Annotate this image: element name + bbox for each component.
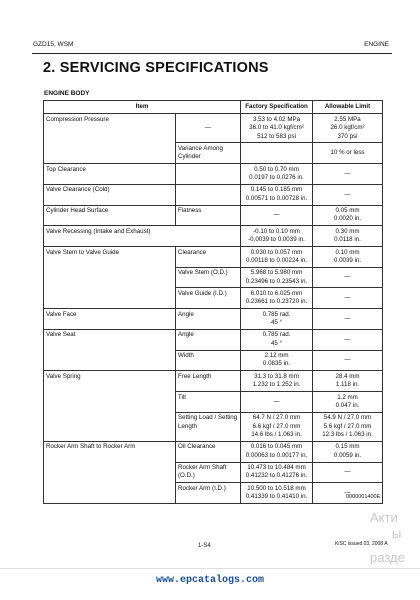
subitem-cell: Rocker Arm Shaft (O.D.)	[176, 462, 241, 483]
subitem-cell: Setting Load / Setting Length	[176, 412, 241, 441]
value-line: 12.3 lbs / 1.063 in.	[322, 431, 373, 438]
factory-cell	[241, 412, 313, 441]
limit-cell	[313, 412, 383, 441]
factory-cell	[241, 309, 313, 330]
section-heading: ENGINE BODY	[44, 90, 90, 97]
value-line: 2.55 MPa	[334, 115, 361, 123]
value-line: 0.0118 in.	[334, 236, 361, 244]
factory-cell	[241, 164, 313, 185]
factory-cell	[241, 350, 313, 371]
page-title: 2. SERVICING SPECIFICATIONS	[43, 60, 269, 76]
limit-cell: —	[313, 329, 383, 350]
table-row	[44, 309, 383, 330]
value-line: 512 to 583 psi	[257, 132, 296, 140]
subitem-cell: Variance Among Cylinder	[176, 143, 241, 164]
table-row	[44, 205, 383, 226]
factory-cell	[241, 329, 313, 350]
limit-cell: —	[313, 164, 383, 185]
value-line: 64.7 N / 27.0 mm	[252, 414, 301, 422]
value-line: -0.0039 to 0.0039 in.	[248, 236, 305, 244]
value-line: 0.785 rad.	[262, 331, 291, 339]
factory-cell	[241, 441, 313, 462]
column-header-limit: Allowable Limit	[313, 101, 383, 114]
value-line: 0.0059 in.	[333, 451, 362, 459]
value-line: 0.41339 to 0.41410 in.	[245, 493, 308, 501]
limit-cell: —	[313, 267, 383, 288]
value-line: 45 °	[270, 319, 283, 327]
table-row	[44, 164, 383, 185]
value-line: 0.0039 in.	[333, 256, 362, 264]
limit-cell	[313, 226, 383, 247]
subitem-cell: Width	[176, 350, 241, 371]
limit-cell: —	[313, 309, 383, 330]
site-link[interactable]: www.epcatalogs.com	[155, 575, 265, 586]
value-line: 54.9 N / 27.0 mm	[323, 414, 372, 422]
watermark-text: Акти	[370, 510, 398, 525]
header-section: ENGINE	[364, 41, 389, 48]
subitem-cell: Rocker Arm (I.D.)	[176, 483, 241, 504]
value-line: 36.0 to 41.0 kgf/cm²	[249, 124, 304, 132]
limit-cell	[313, 441, 383, 462]
limit-cell: —	[313, 462, 383, 483]
value-line: 0.00118 to 0.00224 in.	[245, 256, 308, 264]
value-line: 0.00571 to 0.00728 in.	[245, 194, 308, 202]
watermark-text: ы	[392, 526, 402, 541]
value-line: 0.016 to 0.045 mm	[250, 443, 303, 451]
value-line: 31.3 to 31.8 mm	[254, 372, 299, 380]
value-line: 10.500 to 10.518 mm	[247, 484, 306, 492]
footer-divider	[0, 568, 420, 569]
factory-cell	[241, 143, 313, 164]
factory-cell: —	[241, 205, 313, 226]
watermark-text: разде	[370, 550, 405, 565]
value-line: 5.968 to 5.980 mm	[250, 269, 303, 277]
limit-cell: —	[313, 350, 383, 371]
item-cell: Rocker Arm Shaft to Rocker Arm	[44, 441, 176, 503]
factory-cell	[241, 267, 313, 288]
page-number: 1-S4	[198, 543, 211, 549]
factory-cell	[241, 483, 313, 504]
table-row	[44, 226, 383, 247]
table-row	[44, 329, 383, 350]
dash: —	[204, 124, 212, 132]
limit-cell	[313, 392, 383, 413]
subitem-cell: Oil Clearance	[176, 441, 241, 462]
column-header-factory: Factory Specification	[241, 101, 313, 114]
subitem-cell	[176, 184, 241, 205]
value-line: 0.00063 to 0.00177 in.	[245, 451, 308, 459]
subitem-cell: Angle	[176, 329, 241, 350]
value-line: 45 °	[270, 339, 283, 347]
subitem-cell: Angle	[176, 309, 241, 330]
limit-cell: —	[313, 483, 383, 504]
subitem-cell: Clearance	[176, 247, 241, 268]
value-line: 370 psi	[337, 132, 358, 140]
value-line: 0.0020 in.	[333, 215, 362, 223]
value-line: 1.118 in.	[335, 381, 360, 389]
factory-cell	[241, 184, 313, 205]
item-cell: Valve Clearance (Cold)	[44, 184, 176, 205]
value-line: 0.145 to 0.185 mm	[250, 186, 303, 194]
value-line: 0.0835 in.	[262, 360, 291, 368]
table-row	[44, 114, 383, 143]
header-rule	[32, 53, 392, 54]
limit-cell	[313, 371, 383, 392]
subitem-cell: Valve Guide (I.D.)	[176, 288, 241, 309]
value-line: 0.30 mm	[335, 227, 360, 235]
document-number: 0000001400E	[346, 494, 381, 500]
table-row	[44, 247, 383, 268]
item-cell: Top Clearance	[44, 164, 176, 185]
header-model: GZD15, WSM	[33, 41, 74, 48]
value-line: 2.12 mm	[264, 352, 289, 360]
value-line: 10.473 to 10.484 mm	[247, 464, 306, 472]
value-line: 0.0197 to 0.0276 in.	[249, 174, 304, 182]
value-line: 14.6 lbs / 1.063 in.	[251, 431, 302, 438]
item-cell: Cylinder Head Surface	[44, 205, 176, 226]
column-header-item: Item	[44, 101, 241, 114]
value-line: 0.10 mm	[335, 248, 360, 256]
value-line: 1.2 mm	[337, 393, 358, 401]
value-line: 26.0 kgf/cm²	[330, 124, 365, 132]
value-line: 28.4 mm	[335, 372, 360, 380]
limit-cell	[313, 114, 383, 143]
limit-cell	[313, 247, 383, 268]
factory-cell	[241, 462, 313, 483]
subitem-cell: Flatness	[176, 205, 241, 226]
subitem-cell	[176, 164, 241, 185]
item-cell: Valve Face	[44, 309, 176, 330]
value-line: 0.030 to 0.057 mm	[250, 248, 303, 256]
value-line: -0.10 to 0.10 mm	[253, 227, 300, 235]
table-row	[44, 441, 383, 462]
factory-cell	[241, 247, 313, 268]
spec-table	[43, 100, 383, 504]
item-cell: Valve Seat	[44, 329, 176, 370]
value-line: 0.047 in.	[335, 401, 360, 409]
subitem-cell: Valve Stem (O.D.)	[176, 267, 241, 288]
value-line: 6.6 kgf / 27.0 mm	[252, 422, 301, 430]
factory-cell	[241, 114, 313, 143]
subitem-cell: Free Length	[176, 371, 241, 392]
item-cell: Valve Recessing (Intake and Exhaust)	[44, 226, 241, 247]
value-line: 0.05 mm	[335, 207, 360, 215]
factory-cell	[241, 371, 313, 392]
table-row	[44, 184, 383, 205]
value-line: 0.785 rad.	[262, 310, 291, 318]
subitem-cell: Tilt	[176, 392, 241, 413]
limit-cell: —	[313, 184, 383, 205]
limit-cell: 10 % or less	[313, 143, 383, 164]
value-line: 0.50 to 0.70 mm	[254, 165, 299, 173]
value-line: 5.6 kgf / 27.0 mm	[323, 422, 372, 430]
value-line: 0.23661 to 0.23720 in.	[245, 298, 308, 306]
value-line: 6.010 to 6.025 mm	[250, 289, 303, 297]
value-line: 0.41232 to 0.41276 in.	[245, 472, 308, 480]
table-row	[44, 371, 383, 392]
subitem-cell	[176, 114, 241, 143]
factory-cell	[241, 288, 313, 309]
item-cell: Compression Pressure	[44, 114, 176, 164]
factory-cell	[241, 226, 313, 247]
value-line: 0.23496 to 0.23543 in.	[245, 277, 308, 285]
item-cell: Valve Stem to Valve Guide	[44, 247, 176, 309]
factory-cell: —	[241, 392, 313, 413]
value-line: 3.53 to 4.02 MPa	[252, 115, 301, 123]
value-line: 1.232 to 1.252 in.	[252, 381, 301, 389]
limit-cell: —	[313, 288, 383, 309]
issue-note: KiSC issued 03, 2008 A	[335, 541, 388, 547]
table-header-row	[44, 101, 383, 114]
limit-cell	[313, 205, 383, 226]
value-line: 0.15 mm	[335, 443, 360, 451]
item-cell: Valve Spring	[44, 371, 176, 442]
